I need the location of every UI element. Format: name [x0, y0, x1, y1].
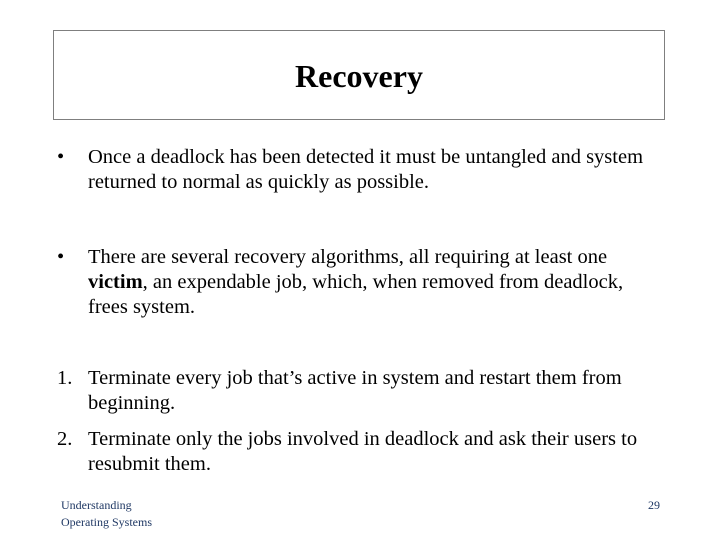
bullet-marker: • — [57, 146, 65, 168]
title-box — [53, 30, 665, 120]
bullet-text-part: , an expendable job, which, when removed from deadlock, frees system. — [88, 271, 624, 318]
footer-line-2: Operating Systems — [61, 515, 152, 529]
numbered-item-1 — [57, 366, 668, 416]
bullet-item-2 — [57, 245, 668, 320]
bullet-item-1 — [57, 145, 668, 195]
slide-title: Recovery — [295, 58, 423, 94]
numbered-text: Terminate every job that’s active in system and restart them from beginning. — [88, 367, 622, 414]
victim-term: victim — [88, 271, 143, 293]
footer-course-title — [61, 497, 152, 531]
number-marker: 1. — [57, 367, 73, 389]
number-marker: 2. — [57, 428, 73, 450]
bullet-text-part: There are several recovery algorithms, all requiring at least one — [88, 246, 608, 268]
page-number: 29 — [648, 498, 660, 512]
numbered-text: Terminate only the jobs involved in deadlock and ask their users to resubmit them. — [88, 428, 638, 475]
bullet-text-part: Once a deadlock has been detected it must be untangled and system returned to normal as quickly as possible. — [88, 146, 644, 193]
bullet-marker: • — [57, 246, 65, 268]
footer-line-1: Understanding — [61, 498, 132, 512]
bullet-text — [88, 245, 668, 320]
bullet-text — [88, 145, 668, 195]
numbered-item-2 — [57, 427, 668, 477]
